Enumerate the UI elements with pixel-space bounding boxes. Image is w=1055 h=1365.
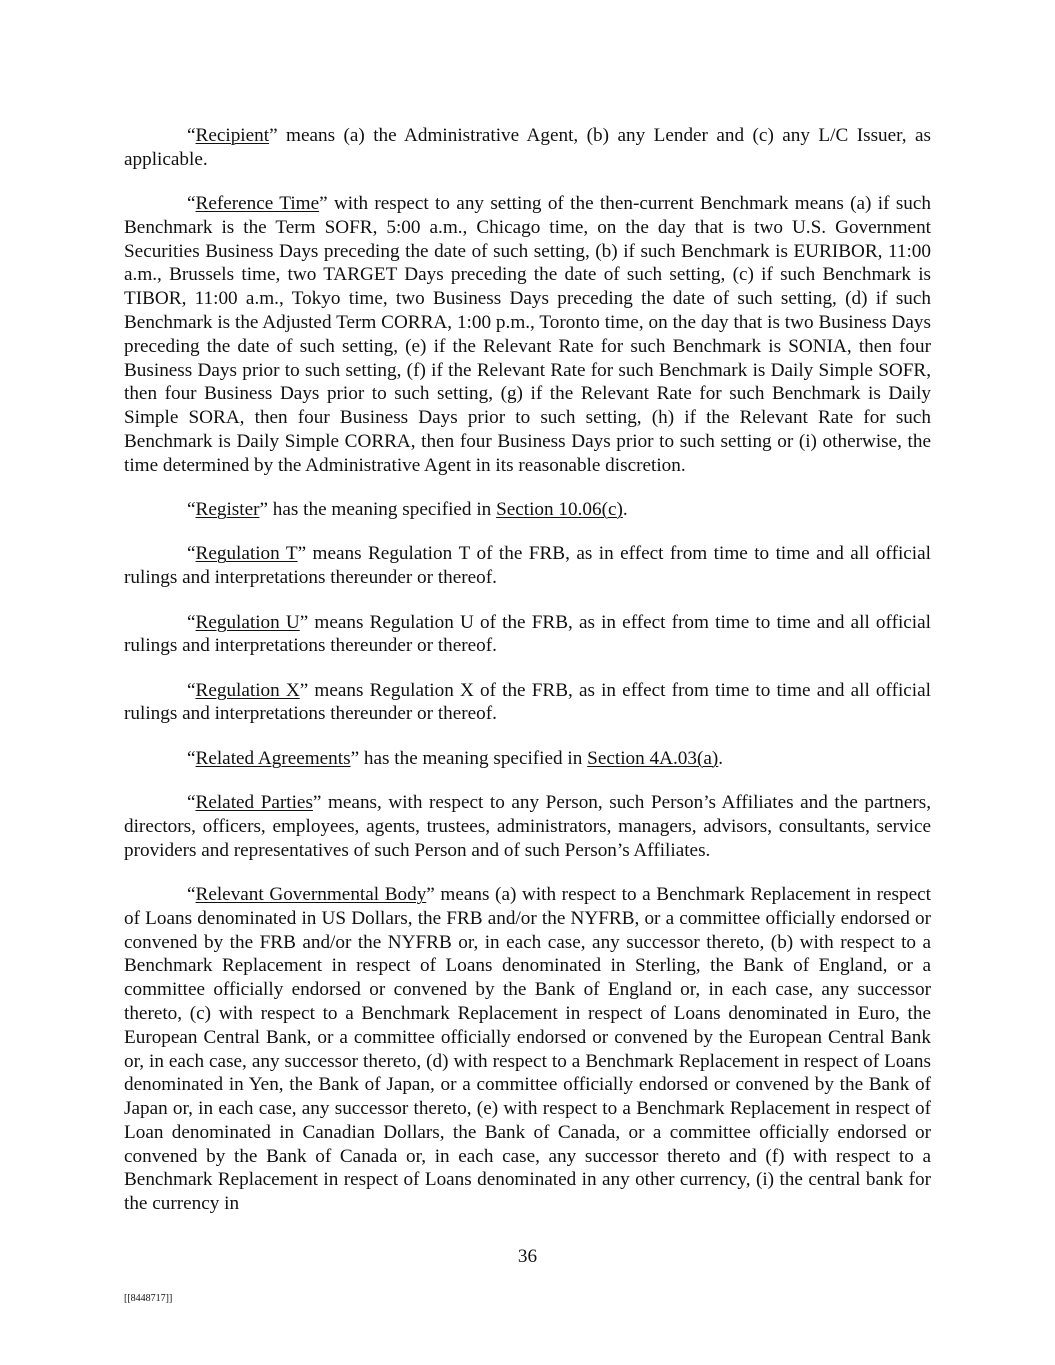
definition-recipient	[124, 124, 931, 172]
open-quote: “	[187, 747, 196, 769]
open-quote: “	[187, 125, 196, 146]
document-page	[124, 124, 931, 1237]
defined-term: Regulation U	[195, 611, 300, 633]
definition-regulation-u	[124, 611, 931, 659]
definition-text: ” with respect to any setting of the then-current Benchmark means (a) if such Benchmark is the Term SOFR, 5:00 a.m., Chicago time, on the day that is two U.S. Government Securities Business Days preceding the date of such setting, (b) if such Benchmark is EURIBOR, 11:00 a.m., Brussels time, two TARGET Days preceding the date of such setting, (c) if such Benchmark is TIBOR, 11:00 a.m., Tokyo time, two Business Days preceding the date of such setting, (d) if such Benchmark is the Adjusted Term CORRA, 1:00 p.m., Toronto time, on the day that is two Business Days preceding the date of such setting, (e) if the Relevant Rate for such Benchmark is SONIA, then four Business Days prior to such setting, (f) if the Relevant Rate for such Benchmark is Daily Simple SOFR, then four Business Days prior to such setting, (g) if the Relevant Rate for such Benchmark is Daily Simple SORA, then four Business Days prior to such setting, (h) if the Relevant Rate for such Benchmark is Daily Simple CORRA, then four Business Days prior to such setting or (i) otherwise, the time determined by the Administrative Agent in its reasonable discretion.	[124, 193, 931, 476]
definition-tail: .	[622, 499, 628, 521]
definition-text: ” has the meaning specified in	[350, 747, 588, 769]
definition-text: ” has the meaning specified in	[259, 499, 497, 521]
defined-term: Related Agreements	[195, 747, 351, 769]
definition-related-agreements	[124, 747, 931, 771]
section-reference: Section 10.06(c)	[496, 499, 623, 521]
definition-related-parties	[124, 791, 931, 862]
definition-regulation-t	[124, 542, 931, 590]
section-reference: Section 4A.03(a)	[587, 747, 719, 769]
defined-term: Register	[195, 499, 260, 521]
definition-relevant-governmental-body	[124, 883, 931, 1216]
open-quote: “	[187, 679, 196, 701]
open-quote: “	[187, 883, 196, 905]
open-quote: “	[187, 611, 196, 633]
definition-text: ” means Regulation T of the FRB, as in effect from time to time and all official rulings and interpretations thereunder or thereof.	[124, 543, 931, 589]
document-id: [[8448717]]	[124, 1293, 173, 1304]
definition-text: ” means, with respect to any Person, such Person’s Affiliates and the partners, directors, officers, employees, agents, trustees, administrators, managers, advisors, consultants, service providers and representatives of such Person and of such Person’s Affiliates.	[124, 792, 931, 861]
definition-text: ” means (a) with respect to a Benchmark Replacement in respect of Loans denominated in US Dollars, the FRB and/or the NYFRB, or a committee officially endorsed or convened by the FRB and/or the NYFRB or, in each case, any successor thereto, (b) with respect to a Benchmark Replacement in respect of Loans denominated in Sterling, the Bank of England, or a committee officially endorsed or convened by the Bank of England or, in each case, any successor thereto, (c) with respect to a Benchmark Replacement in respect of Loans denominated in Euro, the European Central Bank, or a committee officially endorsed or convened by the European Central Bank or, in each case, any successor thereto, (d) with respect to a Benchmark Replacement in respect of Loans denominated in Yen, the Bank of Japan, or a committee officially endorsed or convened by the Bank of Japan or, in each case, any successor thereto, (e) with respect to a Benchmark Replacement in respect of Loan denominated in Canadian Dollars, the Bank of Canada, or a committee officially endorsed or convened by the Bank of Canada or, in each case, any successor thereto and (f) with respect to a Benchmark Replacement in respect of Loans denominated in any other currency, (i) the central bank for the currency in	[124, 883, 931, 1215]
defined-term: Related Parties	[195, 792, 313, 814]
defined-term: Recipient	[195, 125, 270, 146]
open-quote: “	[187, 499, 196, 521]
definition-regulation-x	[124, 679, 931, 727]
defined-term: Regulation T	[195, 543, 298, 565]
definition-text: ” means Regulation U of the FRB, as in effect from time to time and all official rulings and interpretations thereunder or thereof.	[124, 611, 931, 657]
definition-register	[124, 498, 931, 522]
page-number: 36	[517, 1246, 538, 1267]
defined-term: Reference Time	[195, 193, 320, 215]
definition-tail: .	[718, 747, 724, 769]
open-quote: “	[187, 543, 196, 565]
definition-text: ” means (a) the Administrative Agent, (b) any Lender and (c) any L/C Issuer, as applicable.	[124, 125, 931, 170]
definition-reference-time	[124, 192, 931, 478]
defined-term: Regulation X	[195, 679, 300, 701]
open-quote: “	[187, 792, 196, 814]
open-quote: “	[187, 193, 196, 215]
defined-term: Relevant Governmental Body	[195, 883, 427, 905]
definition-text: ” means Regulation X of the FRB, as in effect from time to time and all official rulings and interpretations thereunder or thereof.	[124, 679, 931, 725]
